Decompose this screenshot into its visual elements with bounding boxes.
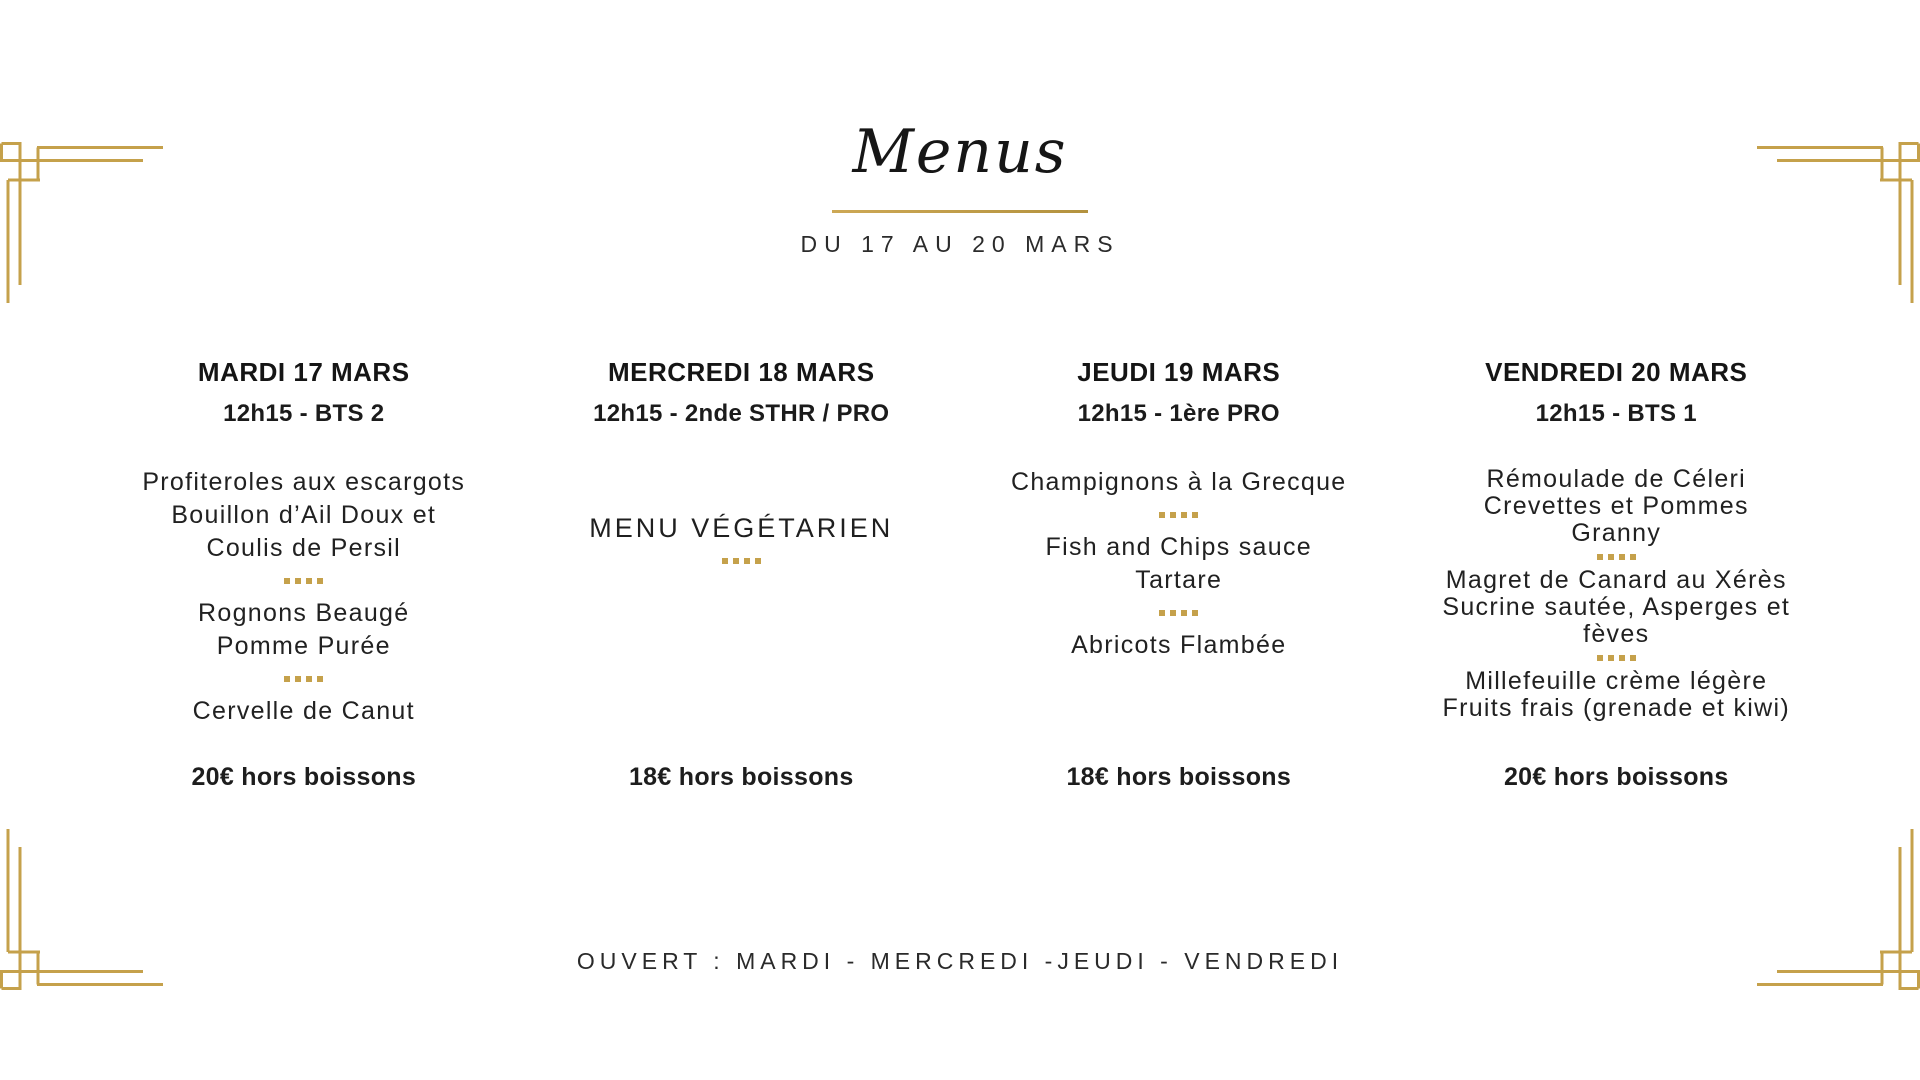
gold-square-dot-icon [1181, 512, 1187, 518]
course-line: Magret de Canard au Xérès [1445, 566, 1787, 594]
column-courses [1403, 466, 1831, 722]
column-day-heading: MERCREDI 18 MARS [607, 357, 875, 387]
menu-date-range: DU 17 AU 20 MARS [800, 231, 1120, 257]
gold-square-dot-icon [1619, 554, 1625, 560]
gold-square-dot-icon [284, 676, 290, 682]
course-line: Millefeuille crème légère [1465, 667, 1768, 695]
column-session: 12h15 - 2nde STHR / PRO [593, 400, 890, 427]
course-line: Coulis de Persil [206, 534, 401, 562]
gold-square-dot-icon [1192, 610, 1198, 616]
course-line: Abricots Flambée [1071, 631, 1287, 659]
course-separator-dots [965, 512, 1393, 518]
course-block [965, 629, 1393, 662]
menu-column-vendredi [1403, 356, 1831, 728]
gold-square-dot-icon [1597, 554, 1603, 560]
column-session: 12h15 - BTS 1 [1535, 400, 1697, 427]
course-block [1403, 567, 1831, 648]
gold-square-dot-icon [317, 676, 323, 682]
course-line: Crevettes et Pommes [1483, 492, 1749, 520]
gold-square-dot-icon [1159, 610, 1165, 616]
course-line: Sucrine sautée, Asperges et [1442, 593, 1791, 621]
course-line: Granny [1571, 519, 1662, 547]
gold-square-dot-icon [1608, 554, 1614, 560]
column-day-heading: MARDI 17 MARS [197, 357, 410, 387]
course-block [965, 466, 1393, 499]
column-price: 18€ hors boissons [628, 763, 854, 791]
gold-square-dot-icon [1630, 655, 1636, 661]
title-underline [832, 210, 1088, 213]
course-block [90, 597, 518, 663]
column-day-heading: JEUDI 19 MARS [1077, 357, 1281, 387]
art-deco-corner-icon [1750, 822, 1920, 1032]
course-line: Rémoulade de Céleri [1486, 465, 1747, 493]
gold-square-dot-icon [755, 558, 761, 564]
gold-square-dot-icon [317, 578, 323, 584]
menu-header [0, 0, 1920, 258]
menu-column-jeudi [965, 356, 1393, 728]
course-line: fèves [1583, 620, 1650, 648]
gold-square-dot-icon [733, 558, 739, 564]
course-block [1403, 668, 1831, 722]
column-courses [90, 466, 518, 728]
page-title: Menus [852, 117, 1068, 187]
course-separator-dots [1403, 655, 1831, 661]
course-block [90, 466, 518, 565]
course-block [965, 531, 1393, 597]
gold-square-dot-icon [306, 578, 312, 584]
gold-square-dot-icon [1170, 610, 1176, 616]
column-price: 20€ hors boissons [1503, 763, 1729, 791]
course-line: Bouillon d’Ail Doux et [171, 501, 437, 529]
column-price: 20€ hors boissons [191, 763, 417, 791]
column-price: 18€ hors boissons [1066, 763, 1292, 791]
gold-square-dot-icon [1170, 512, 1176, 518]
gold-square-dot-icon [722, 558, 728, 564]
gold-square-dot-icon [1630, 554, 1636, 560]
course-line: Cervelle de Canut [192, 697, 415, 725]
course-separator-dots [528, 558, 956, 564]
column-day-heading: VENDREDI 20 MARS [1485, 357, 1748, 387]
course-line: Champignons à la Grecque [1010, 468, 1347, 496]
gold-square-dot-icon [1608, 655, 1614, 661]
course-line: Rognons Beaugé [198, 599, 410, 627]
course-line: Fruits frais (grenade et kiwi) [1442, 694, 1790, 722]
course-separator-dots [965, 610, 1393, 616]
course-separator-dots [90, 676, 518, 682]
menu-column-mercredi [528, 356, 956, 728]
course-line: Tartare [1135, 566, 1223, 594]
course-line: Pomme Purée [216, 632, 391, 660]
special-menu-label: MENU VÉGÉTARIEN [589, 513, 894, 543]
opening-days: OUVERT : MARDI - MERCREDI -JEUDI - VENDREDI [576, 948, 1344, 974]
gold-square-dot-icon [744, 558, 750, 564]
gold-square-dot-icon [1597, 655, 1603, 661]
column-session: 12h15 - 1ère PRO [1077, 400, 1280, 427]
price-row [90, 763, 1830, 792]
gold-square-dot-icon [284, 578, 290, 584]
gold-square-dot-icon [295, 578, 301, 584]
course-separator-dots [1403, 554, 1831, 560]
column-session: 12h15 - BTS 2 [223, 400, 385, 427]
course-block [1403, 466, 1831, 547]
gold-square-dot-icon [306, 676, 312, 682]
column-courses [965, 466, 1393, 662]
course-block [90, 695, 518, 728]
gold-square-dot-icon [1159, 512, 1165, 518]
gold-square-dot-icon [1181, 610, 1187, 616]
menu-column-mardi [90, 356, 518, 728]
gold-square-dot-icon [295, 676, 301, 682]
course-line: Fish and Chips sauce [1045, 533, 1312, 561]
menu-columns [90, 356, 1830, 728]
course-line: Profiteroles aux escargots [142, 468, 466, 496]
gold-square-dot-icon [1192, 512, 1198, 518]
column-courses [528, 512, 956, 564]
art-deco-corner-icon [0, 822, 170, 1032]
course-separator-dots [90, 578, 518, 584]
gold-square-dot-icon [1619, 655, 1625, 661]
